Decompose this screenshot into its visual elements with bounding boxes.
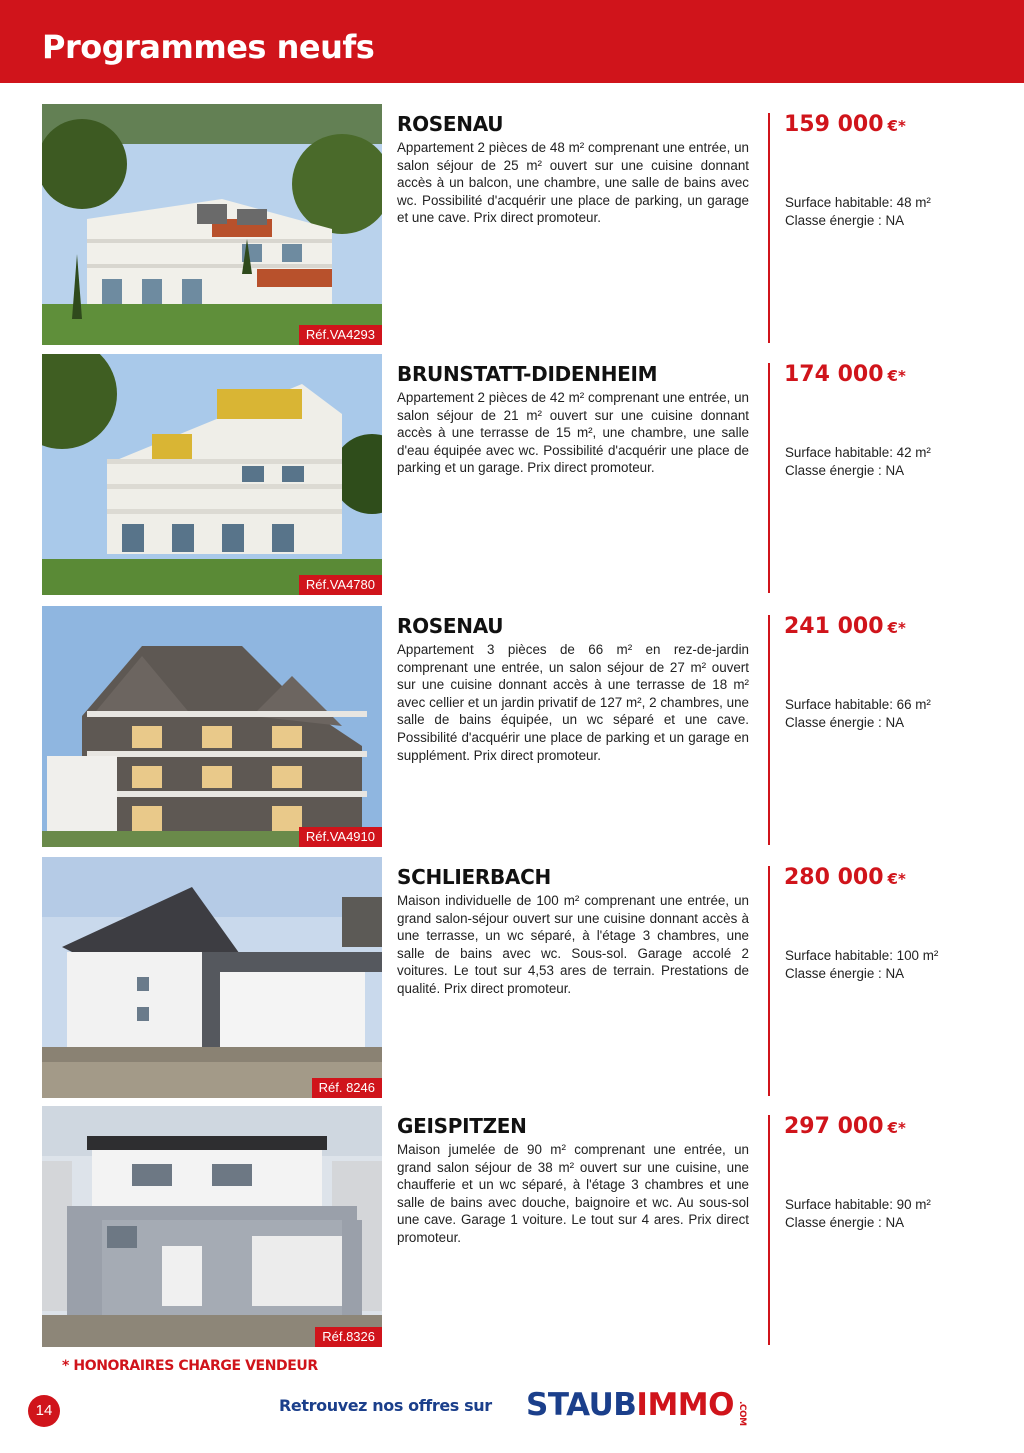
property-photo[interactable]: [42, 354, 382, 595]
energy-class-text: Classe énergie : NA: [785, 1215, 905, 1230]
surface-text: Surface habitable: 90 m²: [785, 1197, 931, 1212]
energy-class-text: Classe énergie : NA: [785, 715, 905, 730]
listing-card[interactable]: [0, 104, 1024, 345]
listing-facts: [785, 194, 931, 230]
website-promo-text: Retrouvez nos offres sur: [279, 1396, 492, 1415]
listing-card[interactable]: [0, 857, 1024, 1098]
property-photo[interactable]: [42, 1106, 382, 1347]
fees-footnote: * HONORAIRES CHARGE VENDEUR: [62, 1358, 318, 1374]
house-photo-image: [42, 857, 382, 1098]
listing-city: BRUNSTATT-DIDENHEIM: [397, 362, 658, 386]
listing-price: 241 000 €*: [784, 614, 906, 639]
surface-text: Surface habitable: 48 m²: [785, 195, 931, 210]
listing-price: 174 000 €*: [784, 362, 906, 387]
listing-facts: [785, 444, 931, 480]
page-number: 14: [28, 1395, 60, 1427]
listing-description: Appartement 2 pièces de 48 m² comprenant une entrée, un salon séjour de 25 m² ouvert sur une cuisine donnant accès à un balcon, une chambre, une salle de bains avec wc. Possibilité d'acquérir une place de parking, un garage et une cave. Prix direct promoteur.: [397, 140, 749, 226]
listing-facts: [785, 696, 931, 732]
page-header: [0, 0, 1024, 83]
energy-class-text: Classe énergie : NA: [785, 966, 905, 981]
staubimmo-logo[interactable]: STAUBIMMO .COM: [526, 1387, 747, 1426]
surface-text: Surface habitable: 66 m²: [785, 697, 931, 712]
listing-price: 297 000 €*: [784, 1114, 906, 1139]
divider: [768, 866, 770, 1096]
property-photo[interactable]: [42, 104, 382, 345]
building-render-image: [42, 354, 382, 595]
divider: [768, 113, 770, 343]
listing-city: ROSENAU: [397, 112, 504, 136]
listing-city: ROSENAU: [397, 614, 504, 638]
listing-description: Maison individuelle de 100 m² comprenant une entrée, un grand salon-séjour ouvert sur une cuisine donnant accès à une terrasse, un wc séparé, à l'étage 3 chambres, une salle de bains avec wc. Sous-sol. Garage accolé 2 voitures. Le tout sur 4,53 ares de terrain. Prestations de qualité. Prix direct promoteur.: [397, 893, 749, 996]
energy-class-text: Classe énergie : NA: [785, 213, 905, 228]
listing-card[interactable]: [0, 1106, 1024, 1347]
listing-description: Maison jumelée de 90 m² comprenant une entrée, un grand salon séjour de 38 m² ouvert sur une cuisine, une chaufferie et un wc séparé, à l'étage 3 chambres et une salle de bains avec douche, baignoire et wc. Au sous-sol une cave. Garage 1 voiture. Le tout sur 4 ares. Prix direct promoteur.: [397, 1142, 749, 1245]
page-title: Programmes neufs: [42, 28, 375, 66]
listing-card[interactable]: [0, 354, 1024, 595]
divider: [768, 1115, 770, 1345]
listing-facts: [785, 947, 938, 983]
divider: [768, 363, 770, 593]
surface-text: Surface habitable: 42 m²: [785, 445, 931, 460]
reference-badge: Réf. 8246: [312, 1078, 382, 1098]
reference-badge: Réf.VA4780: [299, 575, 382, 595]
listing-facts: [785, 1196, 931, 1232]
listing-city: SCHLIERBACH: [397, 865, 551, 889]
listing-description: Appartement 2 pièces de 42 m² comprenant une entrée, un salon séjour de 21 m² ouvert sur une cuisine donnant accès à une terrasse de 15 m², une chambre, une salle d'eau équipée avec wc. Possibilité d'acquérir une place de parking et un garage. Prix direct promoteur.: [397, 390, 749, 476]
energy-class-text: Classe énergie : NA: [785, 463, 905, 478]
divider: [768, 615, 770, 845]
listing-price: 280 000 €*: [784, 865, 906, 890]
listing-price: 159 000 €*: [784, 112, 906, 137]
reference-badge: Réf.VA4293: [299, 325, 382, 345]
listing-description: Appartement 3 pièces de 66 m² en rez-de-jardin comprenant une entrée, un salon séjour de 27 m² ouvert sur une cuisine donnant accès à une terrasse de 18 m² avec cellier et un jardin privatif de 127 m², 2 chambres, une salle de bains équipée, un wc séparé et une cave. Possibilité d'acquérir une place de parking et un garage en supplément. Prix direct promoteur.: [397, 642, 749, 763]
building-render-image: [42, 104, 382, 345]
reference-badge: Réf.VA4910: [299, 827, 382, 847]
surface-text: Surface habitable: 100 m²: [785, 948, 939, 963]
building-render-image: [42, 606, 382, 847]
property-photo[interactable]: [42, 857, 382, 1098]
listing-city: GEISPITZEN: [397, 1114, 527, 1138]
house-photo-image: [42, 1106, 382, 1347]
listing-card[interactable]: [0, 606, 1024, 847]
property-photo[interactable]: [42, 606, 382, 847]
reference-badge: Réf.8326: [315, 1327, 382, 1347]
